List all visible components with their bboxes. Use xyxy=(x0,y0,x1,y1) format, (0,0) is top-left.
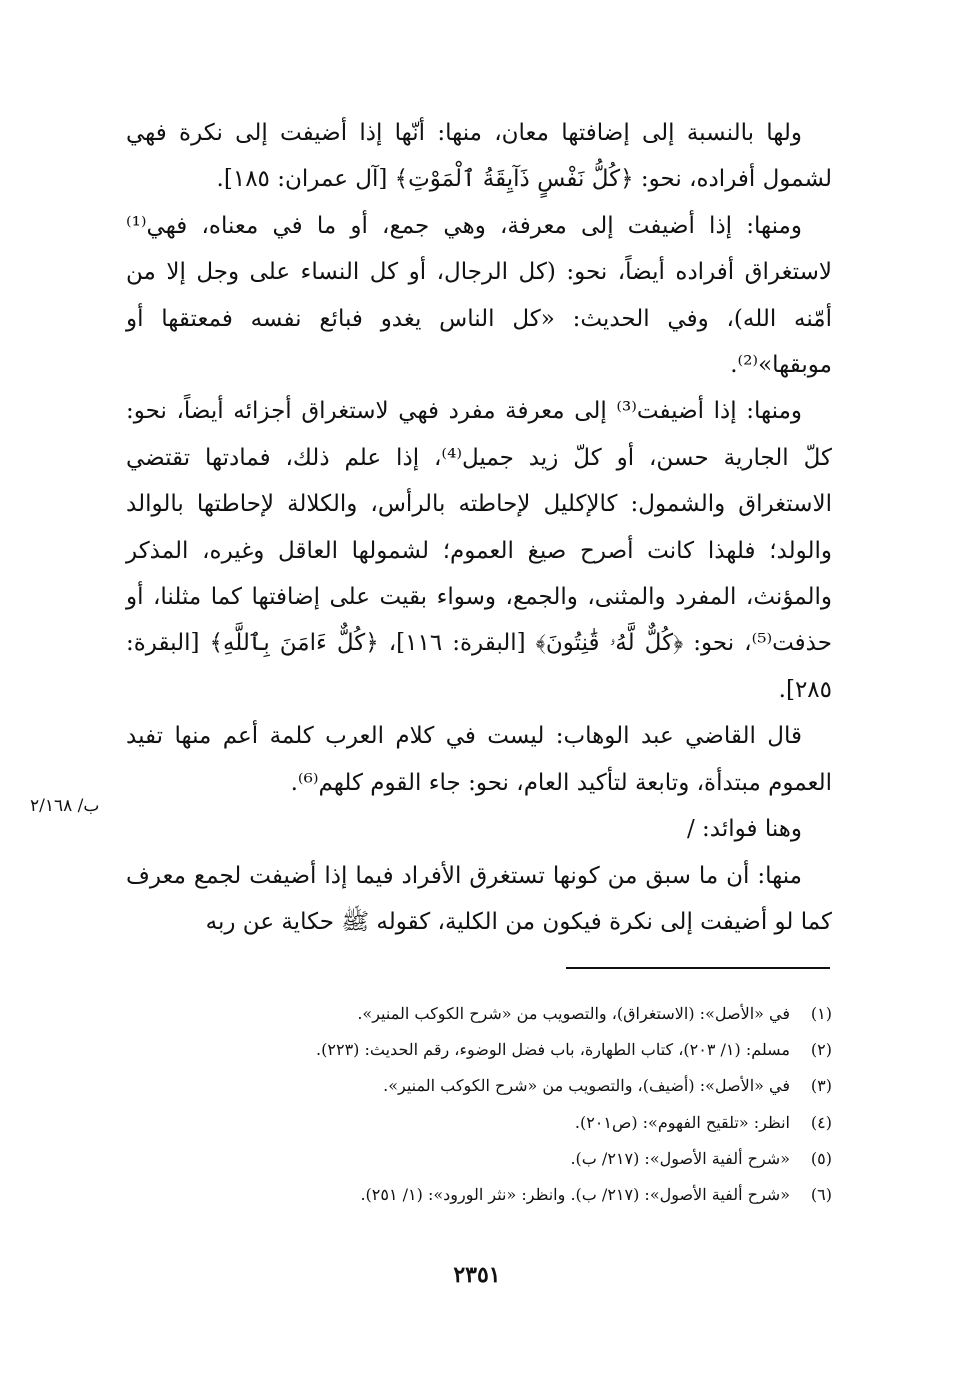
manuscript-folio-note: ب/ ٢/١٦٨ xyxy=(30,796,100,816)
paragraph: منها: أن ما سبق من كونها تستغرق الأفراد فيما إذا أضيفت لجمع معرف كما لو أضيفت إلى نكرة فيكون من الكلية، كقوله ﷺ حكاية عن ربه xyxy=(126,862,832,935)
footnote-separator xyxy=(566,967,830,969)
footnote xyxy=(126,1032,832,1068)
paragraph: ومنها: إذا أضيفت⁽³⁾ إلى معرفة مفرد فهي لاستغراق أجزائه أيضاً، نحو: كلّ الجارية حسن، أو كلّ زيد جميل⁽⁴⁾، إذا علم ذلك، فمادتها تقتضي الاستغراق والشمول: كالإكليل لإحاطته بالرأس، والكلالة لإحاطتها بالوالد والولد؛ فلهذا كانت أصرح صيغ العموم؛ لشمولها العاقل وغيره، المذكر والمؤنث، المفرد والمثنى، والجمع، وسواء بقيت على إضافتها كما مثلنا، أو حذفت⁽⁵⁾، نحو: ﴿كُلٌّ لَّهُۥ قَٰنِتُونَ﴾ [البقرة: ١١٦]، ﴿كُلٌّ ءَامَنَ بِٱللَّهِ﴾ [البقرة: ٢٨٥]. xyxy=(126,398,832,703)
footnote xyxy=(126,1141,832,1177)
paragraph: ولها بالنسبة إلى إضافتها معان، منها: أنّها إذا أضيفت إلى نكرة فهي لشمول أفراده، نحو: ﴿كُلُّ نَفْسٍ ذَآيِقَةُ ٱلْمَوْتِ﴾ [آل عمران: ١٨٥]. xyxy=(126,120,832,193)
main-text xyxy=(126,110,832,945)
footnote-number: (٢) xyxy=(810,1040,832,1060)
footnote xyxy=(126,1105,832,1141)
footnote-number: (١) xyxy=(810,1004,832,1023)
footnote-text: في «الأصل»: (الاستغراق)، والتصويب من «شرح الكوكب المنير». xyxy=(357,1004,790,1023)
page-number: ٢٣٥١ xyxy=(453,1262,501,1288)
footnote xyxy=(126,1177,832,1213)
paragraph: قال القاضي عبد الوهاب: ليست في كلام العرب كلمة أعم منها تفيد العموم مبتدأة، وتابعة لتأكيد العام، نحو: جاء القوم كلهم⁽⁶⁾. xyxy=(126,723,832,796)
footnote-text: في «الأصل»: (أضيف)، والتصويب من «شرح الكوكب المنير». xyxy=(383,1076,790,1096)
paragraph: ومنها: إذا أضيفت إلى معرفة، وهي جمع، أو ما في معناه، فهي⁽¹⁾ لاستغراق أفراده أيضاً، نحو: (كل الرجال، أو كل النساء على وجل إلا من أمّنه الله)، وفي الحديث: «كل الناس يغدو فبائع نفسه فمعتقها أو موبقها»⁽²⁾. xyxy=(126,212,832,379)
paragraph: وهنا فوائد: / xyxy=(686,816,802,843)
footnote-text: «شرح ألفية الأصول»: (٢١٧/ ب). xyxy=(570,1148,790,1168)
footnote xyxy=(126,1068,832,1104)
footnote xyxy=(126,996,832,1032)
footnote-number: (٤) xyxy=(810,1112,832,1132)
footnotes xyxy=(126,996,832,1213)
footnote-text: انظر: «تلقيح الفهوم»: (ص٢٠١). xyxy=(574,1112,790,1132)
footnote-number: (٣) xyxy=(810,1076,832,1096)
footnote-number: (٦) xyxy=(810,1185,832,1205)
footnote-number: (٥) xyxy=(810,1148,832,1168)
footnote-text: «شرح ألفية الأصول»: (٢١٧/ ب). وانظر: «نثر الورود»: (١/ ٢٥١). xyxy=(360,1185,790,1205)
footnote-text: مسلم: (١/ ٢٠٣)، كتاب الطهارة، باب فضل الوضوء، رقم الحديث: (٢٢٣). xyxy=(316,1040,790,1060)
